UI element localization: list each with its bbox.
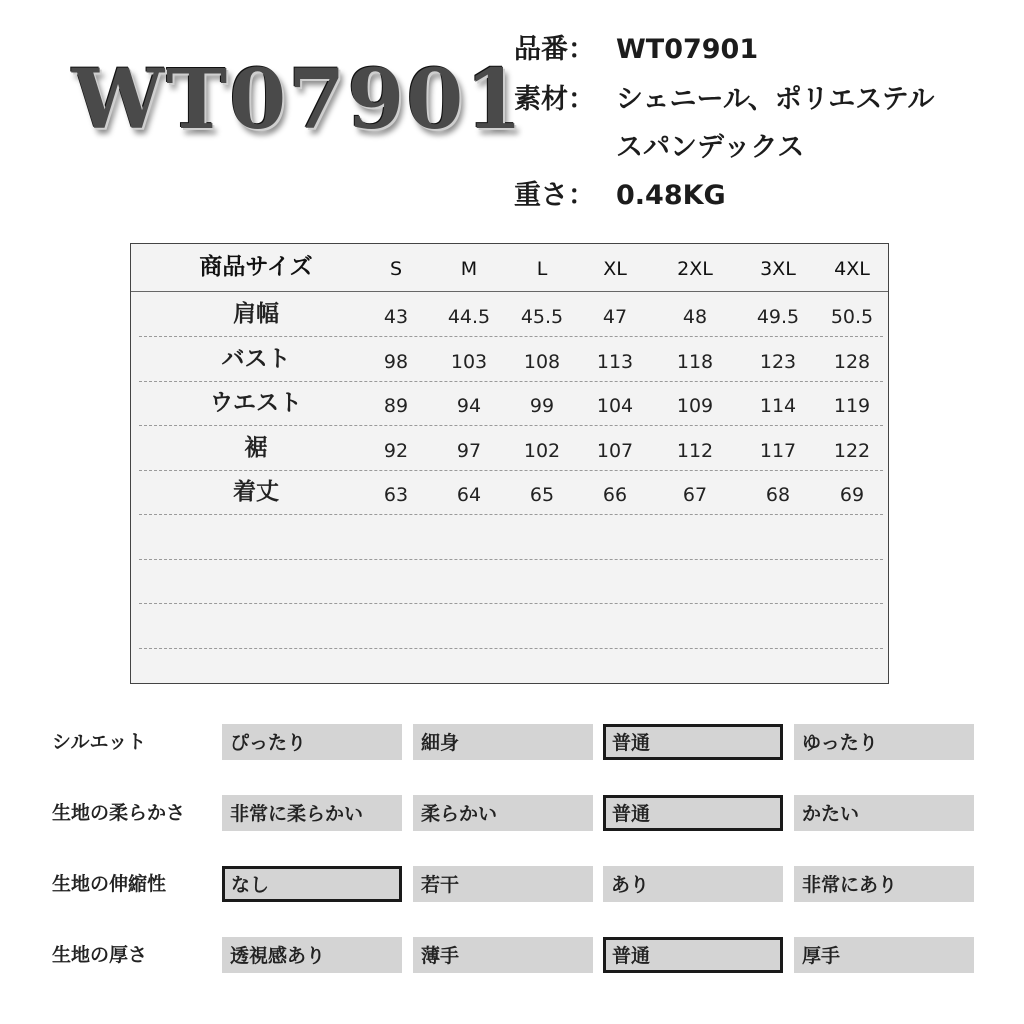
- attribute-option: ぴったり: [222, 724, 402, 760]
- measurement-value: [580, 559, 650, 603]
- measurement-value: [738, 515, 818, 559]
- size-header-cell: 3XL: [760, 258, 796, 280]
- measurement-value: 109: [676, 395, 714, 417]
- measurement-name: ウエスト: [210, 390, 302, 416]
- measurement-value: 49.5: [756, 306, 800, 328]
- attribute-option: 細身: [413, 724, 593, 760]
- attribute-option-selected: なし: [222, 866, 402, 902]
- attribute-option: 若干: [413, 866, 593, 902]
- measurement-value: [434, 604, 504, 648]
- measurement-value: 99: [529, 395, 555, 417]
- measurement-value: 48: [682, 306, 708, 328]
- measurement-value: 44.5: [447, 306, 491, 328]
- measurement-name: バスト: [221, 345, 291, 372]
- spec-key: 重さ：: [514, 180, 595, 211]
- measurement-value: 64: [456, 484, 482, 506]
- size-header-label: 商品サイズ: [199, 254, 313, 280]
- measurement-name: 裾: [244, 434, 268, 461]
- measurement-value: 45.5: [520, 306, 564, 328]
- size-header-cell: L: [536, 258, 548, 280]
- measurement-value: [434, 515, 504, 559]
- measurement-value: [812, 515, 892, 559]
- size-header-cell: M: [460, 258, 478, 280]
- size-table-row: [139, 381, 883, 426]
- spec-value: 0.48KG: [616, 180, 726, 211]
- spec-value: WT07901: [616, 34, 759, 65]
- size-header-cell: XL: [603, 258, 627, 280]
- attribute-option: 非常にあり: [794, 866, 974, 902]
- measurement-value: 107: [596, 439, 634, 462]
- measurement-value: [738, 559, 818, 603]
- measurement-value: [655, 604, 735, 648]
- size-table-row: [139, 604, 883, 649]
- measurement-name: 着丈: [233, 479, 279, 505]
- attribute-option-selected: 普通: [603, 795, 783, 831]
- attribute-option: 柔らかい: [413, 795, 593, 831]
- measurement-name: [161, 559, 351, 603]
- attribute-label: 生地の伸縮性: [52, 873, 167, 895]
- size-table-row: [139, 426, 883, 471]
- measurement-value: 123: [759, 350, 797, 373]
- attribute-option: 厚手: [794, 937, 974, 973]
- attribute-row: [0, 862, 1024, 902]
- attribute-option: 薄手: [413, 937, 593, 973]
- measurement-value: [434, 559, 504, 603]
- measurement-value: [580, 604, 650, 648]
- measurement-value: [361, 559, 431, 603]
- size-table-row: [139, 337, 883, 382]
- measurement-value: [655, 559, 735, 603]
- size-header-cell: S: [389, 258, 403, 280]
- measurement-value: 69: [839, 484, 865, 506]
- measurement-value: 50.5: [830, 306, 874, 328]
- attribute-option: ゆったり: [794, 724, 974, 760]
- measurement-value: 68: [765, 484, 791, 506]
- measurement-value: 104: [596, 395, 634, 417]
- measurement-value: [655, 515, 735, 559]
- measurement-name: [161, 515, 351, 559]
- measurement-value: 117: [759, 439, 797, 462]
- measurement-value: 89: [383, 395, 409, 417]
- spec-key: 素材：: [514, 84, 595, 115]
- attribute-option: かたい: [794, 795, 974, 831]
- attribute-label: 生地の柔らかさ: [52, 802, 186, 824]
- size-header-cell: 4XL: [834, 258, 870, 280]
- spec-value: スパンデックス: [616, 132, 805, 163]
- measurement-value: 108: [523, 350, 561, 373]
- measurement-value: 103: [450, 350, 488, 373]
- attribute-option-selected: 普通: [603, 937, 783, 973]
- attribute-row: [0, 720, 1024, 760]
- product-logo: WT07901: [72, 52, 525, 148]
- attribute-row: [0, 791, 1024, 831]
- attribute-option: 透視感あり: [222, 937, 402, 973]
- size-header-cell: 2XL: [677, 258, 713, 280]
- measurement-value: [507, 515, 577, 559]
- size-table-row: [139, 292, 883, 337]
- measurement-value: 112: [676, 439, 714, 462]
- attribute-option: 非常に柔らかい: [222, 795, 402, 831]
- measurement-value: 43: [383, 306, 409, 328]
- measurement-value: 97: [456, 439, 482, 462]
- measurement-value: 102: [523, 439, 561, 462]
- measurement-value: [361, 604, 431, 648]
- size-table-row: [139, 515, 883, 560]
- spec-key: 品番：: [514, 34, 595, 65]
- attribute-option: あり: [603, 866, 783, 902]
- measurement-value: 118: [676, 350, 714, 373]
- measurement-value: 47: [602, 306, 628, 328]
- attribute-option-selected: 普通: [603, 724, 783, 760]
- measurement-value: 119: [833, 395, 871, 417]
- measurement-value: 94: [456, 395, 482, 417]
- measurement-value: [812, 604, 892, 648]
- measurement-value: 65: [529, 484, 555, 506]
- measurement-value: 92: [383, 439, 409, 462]
- measurement-name: [161, 604, 351, 648]
- measurement-value: 98: [383, 350, 409, 373]
- measurement-value: 122: [833, 439, 871, 462]
- size-table-header: [131, 244, 888, 292]
- attribute-label: 生地の厚さ: [52, 944, 148, 966]
- measurement-value: 67: [682, 484, 708, 506]
- measurement-value: 113: [596, 350, 634, 373]
- measurement-value: [507, 559, 577, 603]
- attribute-scales: [0, 720, 1024, 1000]
- measurement-value: [738, 604, 818, 648]
- measurement-value: [580, 515, 650, 559]
- measurement-value: [361, 515, 431, 559]
- measurement-value: [812, 559, 892, 603]
- spec-value: シェニール、ポリエステル: [616, 84, 935, 115]
- measurement-value: 63: [383, 484, 409, 506]
- size-table-row: [139, 559, 883, 604]
- measurement-value: 114: [759, 395, 797, 417]
- measurement-value: [507, 604, 577, 648]
- measurement-value: 128: [833, 350, 871, 373]
- attribute-row: [0, 933, 1024, 973]
- attribute-label: シルエット: [52, 731, 147, 753]
- size-table-row: [139, 470, 883, 515]
- measurement-name: 肩幅: [233, 301, 279, 327]
- size-table: [130, 243, 889, 684]
- measurement-value: 66: [602, 484, 628, 506]
